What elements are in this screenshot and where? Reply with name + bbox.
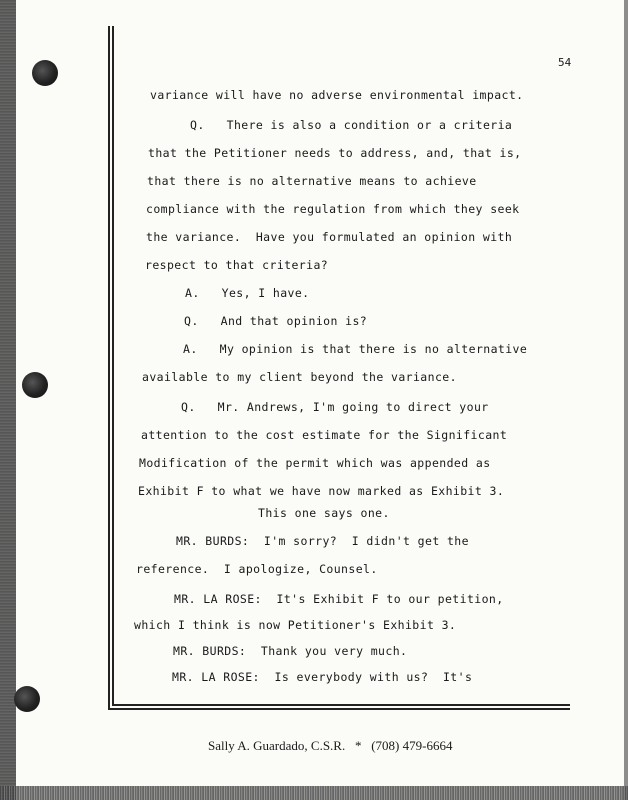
transcript-line: available to my client beyond the variance.	[142, 370, 457, 384]
transcript-line: Q. And that opinion is?	[184, 314, 368, 328]
transcript-line: Modification of the permit which was appended as	[139, 456, 491, 470]
transcript-line: MR. BURDS: I'm sorry? I didn't get the	[176, 534, 469, 548]
transcript-line: Exhibit F to what we have now marked as Exhibit 3.	[138, 484, 505, 498]
transcript-line: A. Yes, I have.	[185, 286, 310, 300]
transcript-line: attention to the cost estimate for the Significant	[141, 428, 508, 442]
transcript-line: A. My opinion is that there is no alternative	[183, 342, 528, 356]
transcript-line: that there is no alternative means to achieve	[147, 174, 477, 188]
transcript-line: Q. There is also a condition or a criteria	[190, 118, 513, 132]
transcript-line: This one says one.	[258, 506, 390, 520]
transcript-line: that the Petitioner needs to address, and, that is,	[148, 146, 522, 160]
reporter-footer: Sally A. Guardado, C.S.R. * (708) 479-6664	[208, 738, 453, 753]
transcript-line: MR. LA ROSE: It's Exhibit F to our petition,	[174, 592, 504, 606]
transcript-line: compliance with the regulation from which they seek	[146, 202, 520, 216]
transcript-line: which I think is now Petitioner's Exhibit 3.	[134, 618, 457, 632]
transcript-line: reference. I apologize, Counsel.	[136, 562, 378, 576]
scan-edge-right	[624, 0, 628, 800]
punch-hole-top	[32, 60, 58, 86]
transcript-line: MR. LA ROSE: Is everybody with us? It's	[172, 670, 473, 684]
transcript-line: Q. Mr. Andrews, I'm going to direct your	[181, 400, 489, 414]
transcript-line: the variance. Have you formulated an opinion with	[146, 230, 513, 244]
punch-hole-middle	[22, 372, 48, 398]
scan-edge-bottom	[0, 786, 628, 800]
scan-edge-left	[0, 0, 16, 800]
punch-hole-bottom	[14, 686, 40, 712]
transcript-line: MR. BURDS: Thank you very much.	[173, 644, 408, 658]
transcript-line: variance will have no adverse environmental impact.	[150, 88, 524, 102]
page-number: 54	[558, 56, 572, 69]
transcript-line: respect to that criteria?	[145, 258, 329, 272]
